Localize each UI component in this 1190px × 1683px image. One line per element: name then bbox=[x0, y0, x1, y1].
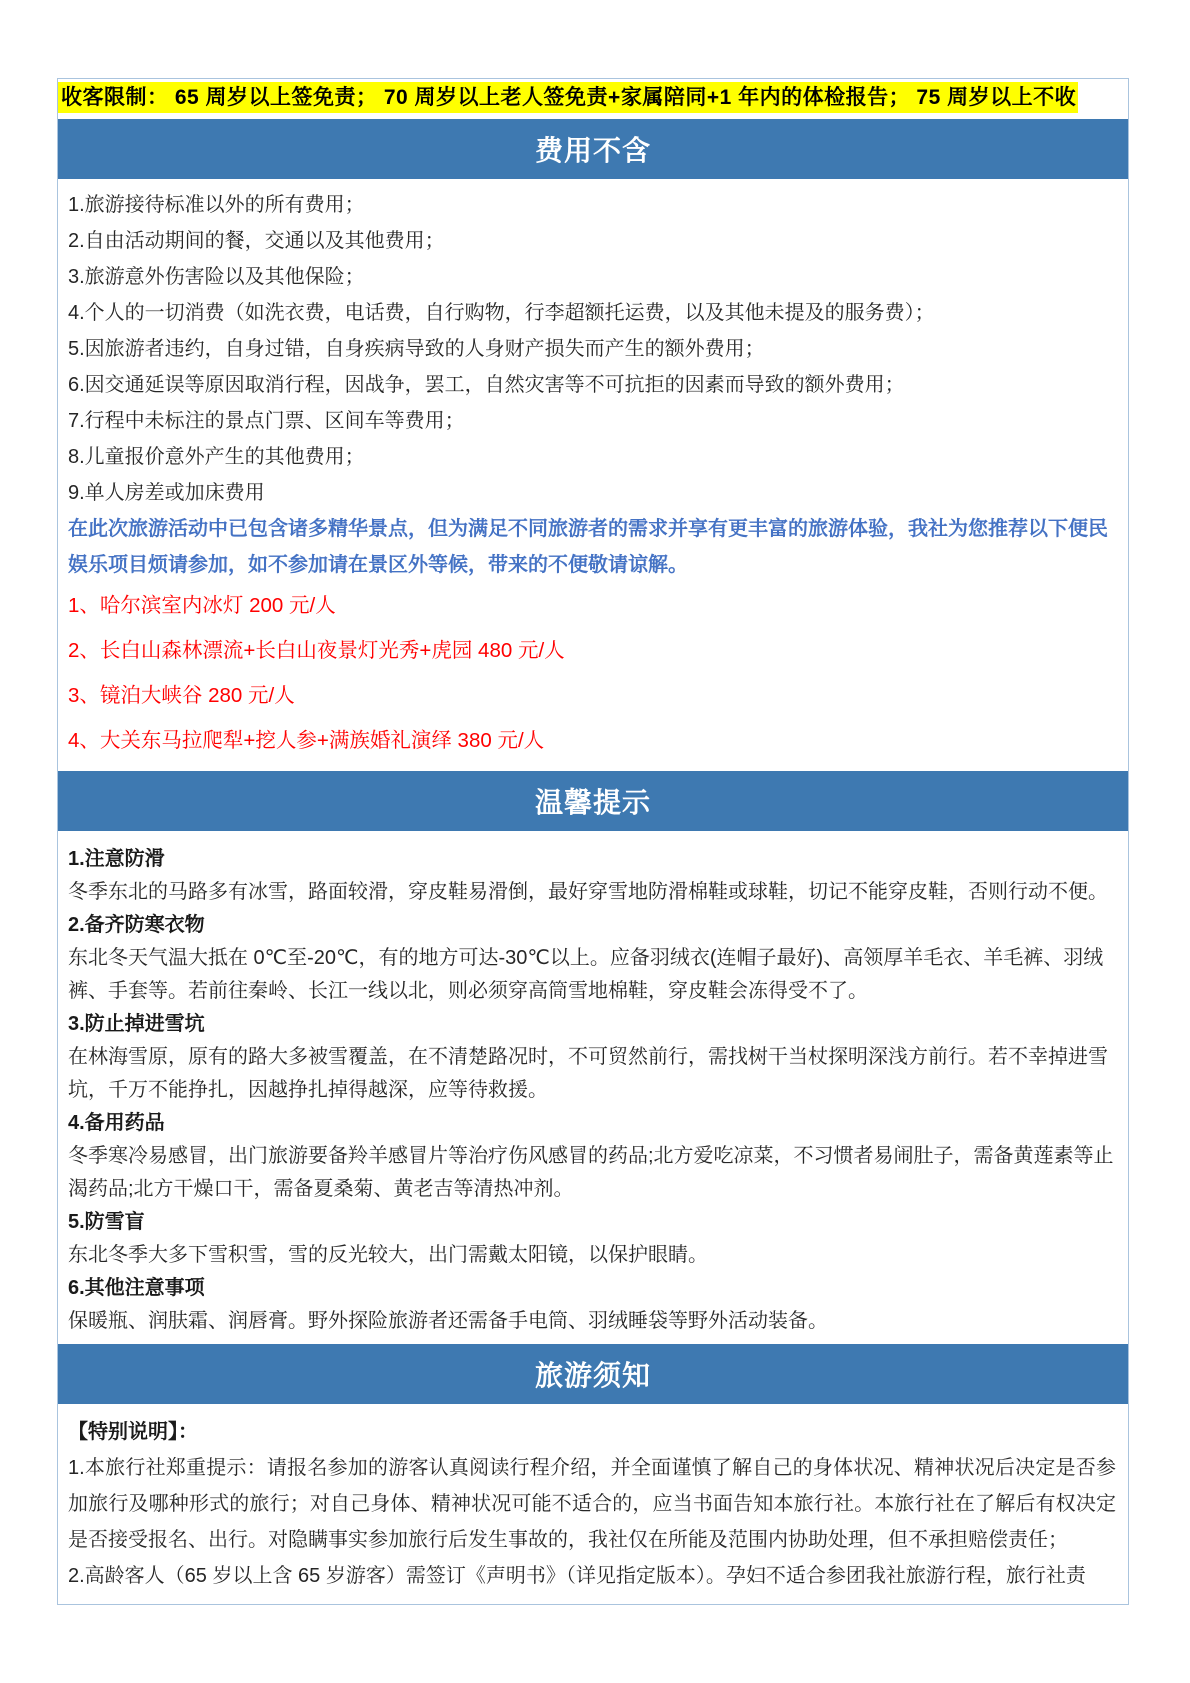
tip-body: 东北冬天气温大抵在 0℃至-20℃，有的地方可达-30℃以上。应备羽绒衣(连帽子最好)、高领厚羊毛衣、羊毛裤、羽绒裤、手套等。若前往秦岭、长江一线以北，则必须穿高筒雪地棉鞋，穿皮鞋会冻得受不了。 bbox=[68, 947, 1104, 1002]
tip-body: 保暖瓶、润肤霜、润唇膏。野外探险旅游者还需备手电筒、羽绒睡袋等野外活动装备。 bbox=[68, 1310, 828, 1332]
tip-body: 在林海雪原，原有的路大多被雪覆盖，在不清楚路况时，不可贸然前行，需找树干当杖探明深浅方前行。若不幸掉进雪坑，千万不能挣扎，因越挣扎掉得越深，应等待救援。 bbox=[68, 1046, 1108, 1101]
optional-activity-item: 3、镜泊大峡谷 280 元/人 bbox=[68, 684, 295, 707]
age-restriction-row bbox=[58, 81, 1128, 115]
fees-excluded-list bbox=[68, 187, 1116, 511]
optional-activities-intro: 在此次旅游活动中已包含诸多精华景点，但为满足不同旅游者的需求并享有更丰富的旅游体验，我社为您推荐以下便民娱乐项目烦请参加，如不参加请在景区外等候，带来的不便敬请谅解。 bbox=[68, 518, 1108, 576]
tip-body: 冬季东北的马路多有冰雪，路面较滑，穿皮鞋易滑倒，最好穿雪地防滑棉鞋或球鞋，切记不能穿皮鞋，否则行动不便。 bbox=[68, 881, 1108, 903]
fee-excluded-item: 7.行程中未标注的景点门票、区间车等费用； bbox=[68, 410, 465, 432]
tip-title: 1.注意防滑 bbox=[68, 848, 165, 870]
fee-excluded-item: 4.个人的一切消费（如洗衣费，电话费，自行购物，行李超额托运费，以及其他未提及的服务费）； bbox=[68, 302, 935, 324]
fees-excluded-content bbox=[58, 181, 1128, 769]
travel-document-page bbox=[57, 78, 1129, 1605]
age-restriction-highlight-text: 收客限制： 65 周岁以上签免责； 70 周岁以上老人签免责+家属陪同+1 年内的体检报告； 75 周岁以上不收 bbox=[58, 82, 1078, 113]
tip-entry bbox=[68, 1206, 1116, 1272]
tip-entry bbox=[68, 1008, 1116, 1107]
tip-entry bbox=[68, 1107, 1116, 1206]
tip-body: 冬季寒冷易感冒，出门旅游要备羚羊感冒片等治疗伤风感冒的药品;北方爱吃凉菜，不习惯者易闹肚子，需备黄莲素等止渴药品;北方干燥口干，需备夏桑菊、黄老吉等清热冲剂。 bbox=[68, 1145, 1114, 1200]
tip-entry bbox=[68, 843, 1116, 909]
section-header-fees-excluded: 费用不含 bbox=[58, 117, 1128, 181]
tip-entry bbox=[68, 909, 1116, 1008]
special-note-paragraph: 1.本旅行社郑重提示：请报名参加的游客认真阅读行程介绍，并全面谨慎了解自己的身体状况、精神状况后决定是否参加旅行及哪种形式的旅行；对自己身体、精神状况可能不适合的，应当书面告知本旅行社。本旅行社在了解后有权决定是否接受报名、出行。对隐瞒事实参加旅行后发生事故的，我社仅在所能及范围内协助处理，但不承担赔偿责任； bbox=[68, 1457, 1116, 1551]
tip-title: 4.备用药品 bbox=[68, 1112, 165, 1134]
tip-title: 6.其他注意事项 bbox=[68, 1277, 205, 1299]
tip-entry bbox=[68, 1272, 1116, 1338]
tip-title: 3.防止掉进雪坑 bbox=[68, 1013, 205, 1035]
special-note-paragraph: 2.高龄客人（65 岁以上含 65 岁游客）需签订《声明书》（详见指定版本）。孕妇不适合参团我社旅游行程，旅行社责 bbox=[68, 1565, 1086, 1587]
section-header-warm-tips: 温馨提示 bbox=[58, 769, 1128, 833]
fee-excluded-item: 3.旅游意外伤害险以及其他保险； bbox=[68, 266, 365, 288]
fee-excluded-item: 1.旅游接待标准以外的所有费用； bbox=[68, 194, 365, 216]
fee-excluded-item: 6.因交通延误等原因取消行程，因战争，罢工，自然灾害等不可抗拒的因素而导致的额外费用； bbox=[68, 374, 905, 396]
section-header-travel-notice: 旅游须知 bbox=[58, 1342, 1128, 1406]
warm-tips-content bbox=[58, 833, 1128, 1342]
special-note-label: 【特别说明】： bbox=[68, 1421, 198, 1443]
fee-excluded-item: 5.因旅游者违约，自身过错，自身疾病导致的人身财产损失而产生的额外费用； bbox=[68, 338, 765, 360]
fee-excluded-item: 9.单人房差或加床费用 bbox=[68, 482, 265, 504]
optional-activities-list bbox=[68, 583, 1116, 763]
optional-activity-item: 1、哈尔滨室内冰灯 200 元/人 bbox=[68, 594, 336, 617]
fee-excluded-item: 8.儿童报价意外产生的其他费用； bbox=[68, 446, 365, 468]
fee-excluded-item: 2.自由活动期间的餐，交通以及其他费用； bbox=[68, 230, 445, 252]
tip-title: 5.防雪盲 bbox=[68, 1211, 145, 1233]
optional-activity-item: 4、大关东马拉爬犁+挖人参+满族婚礼演绎 380 元/人 bbox=[68, 729, 545, 752]
travel-notice-content bbox=[58, 1406, 1128, 1600]
special-note-paragraphs bbox=[68, 1450, 1116, 1594]
tip-title: 2.备齐防寒衣物 bbox=[68, 914, 205, 936]
optional-activity-item: 2、长白山森林漂流+长白山夜景灯光秀+虎园 480 元/人 bbox=[68, 639, 565, 662]
tip-body: 东北冬季大多下雪积雪，雪的反光较大，出门需戴太阳镜，以保护眼睛。 bbox=[68, 1244, 708, 1266]
